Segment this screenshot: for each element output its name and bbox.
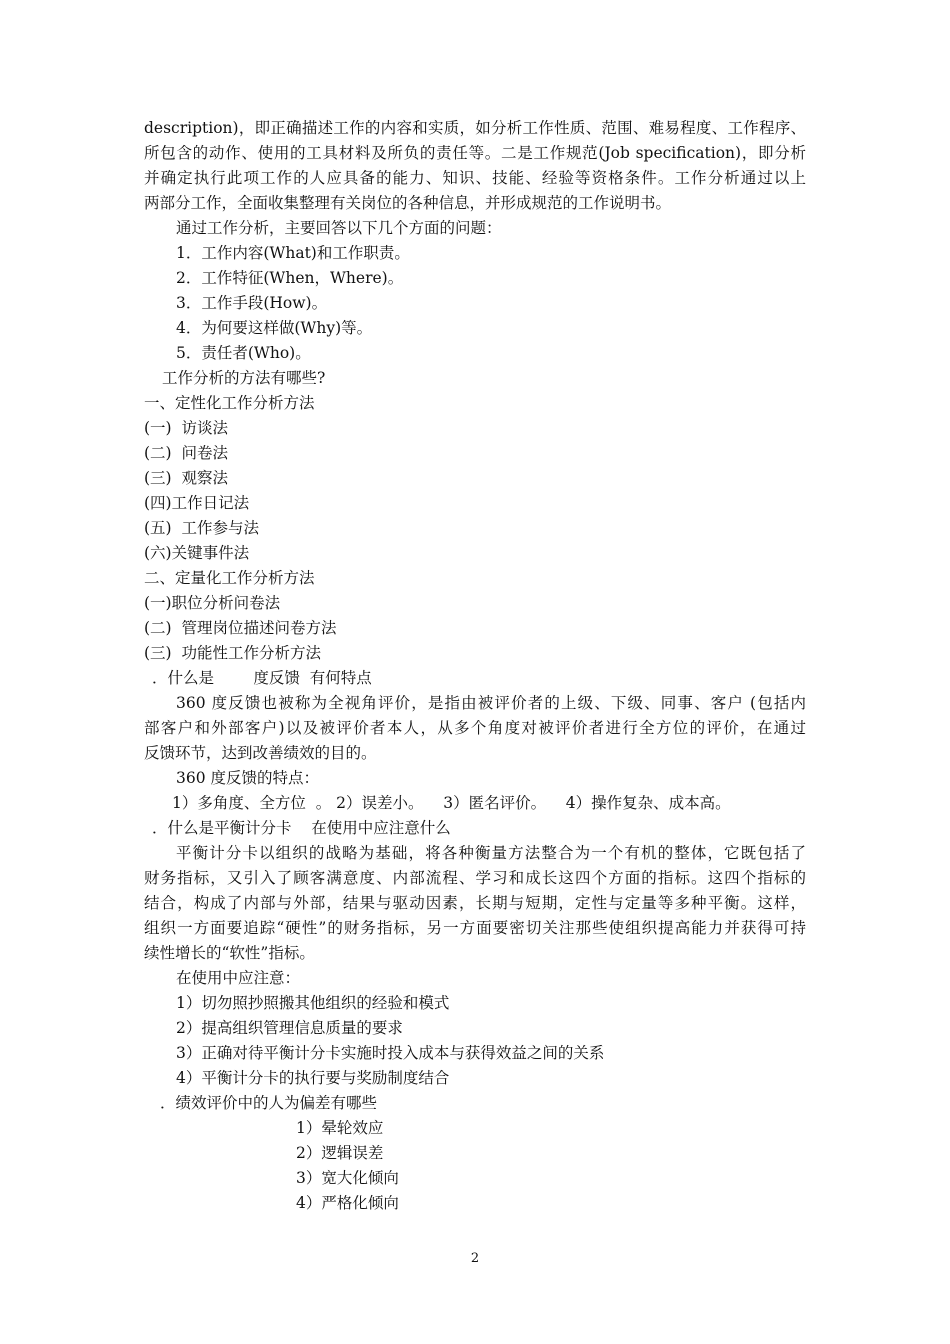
intro-paragraph-line: 所包含的动作、使用的工具材料及所负的责任等。二是工作规范(Job specification)，即分析 — [144, 144, 806, 162]
qualitative-heading: 一、定性化工作分析方法 — [144, 394, 315, 412]
feedback-paragraph-line: 反馈环节，达到改善绩效的目的。 — [144, 744, 377, 762]
question-item: 5．责任者(Who)。 — [176, 344, 311, 362]
question-item: 4．为何要这样做(Why)等。 — [176, 319, 373, 337]
feedback-heading: ．什么是 度反馈 有何特点 — [152, 669, 372, 687]
qualitative-method: (三) 观察法 — [144, 469, 228, 487]
intro-paragraph-line: 两部分工作，全面收集整理有关岗位的各种信息，并形成规范的工作说明书。 — [144, 194, 672, 212]
feedback-features: 1）多角度、全方位 。 2）误差小。 3）匿名评价。 4）操作复杂、成本高。 — [172, 794, 731, 812]
quantitative-heading: 二、定量化工作分析方法 — [144, 569, 315, 587]
quantitative-method: (三) 功能性工作分析方法 — [144, 644, 321, 662]
intro-paragraph-line: 并确定执行此项工作的人应具备的能力、知识、技能、经验等资格条件。工作分析通过以上 — [144, 169, 806, 187]
bsc-paragraph-line: 结合，构成了内部与外部，结果与驱动因素，长期与短期，定性与定量等多种平衡。这样， — [144, 894, 806, 912]
methods-heading: 工作分析的方法有哪些? — [162, 369, 326, 387]
qualitative-method: (二) 问卷法 — [144, 444, 228, 462]
question-item: 2．工作特征(When，Where)。 — [176, 269, 404, 287]
qualitative-method: (六)关键事件法 — [144, 544, 250, 562]
bias-item: 3）宽大化倾向 — [296, 1169, 399, 1187]
bsc-paragraph-line: 组织一方面要追踪“硬性”的财务指标，另一方面要密切关注那些使组织提高能力并获得可持 — [144, 919, 806, 937]
feedback-features-label: 360 度反馈的特点： — [176, 769, 320, 787]
question-item: 1．工作内容(What)和工作职责。 — [176, 244, 410, 262]
feedback-paragraph-line: 360 度反馈也被称为全视角评价，是指由被评价者的上级、下级、同事、客户 (包括内 — [176, 694, 806, 712]
bsc-note: 2）提高组织管理信息质量的要求 — [176, 1019, 403, 1037]
bsc-paragraph-line: 财务指标，又引入了顾客满意度、内部流程、学习和成长这四个方面的指标。这四个指标的 — [144, 869, 806, 887]
page-number: 2 — [470, 1251, 480, 1266]
feedback-paragraph-line: 部客户和外部客户)以及被评价者本人，从多个角度对被评价者进行全方位的评价，在通过 — [144, 719, 806, 737]
intro-paragraph-line: description)，即正确描述工作的内容和实质，如分析工作性质、范围、难易程度、工作程序、 — [144, 119, 806, 137]
bias-item: 1）晕轮效应 — [296, 1119, 384, 1137]
question-item: 3．工作手段(How)。 — [176, 294, 328, 312]
bias-heading: ．绩效评价中的人为偏差有哪些 — [160, 1094, 378, 1112]
bsc-note: 4）平衡计分卡的执行要与奖励制度结合 — [176, 1069, 450, 1087]
questions-intro: 通过工作分析，主要回答以下几个方面的问题： — [176, 219, 502, 237]
bsc-paragraph-line: 平衡计分卡以组织的战略为基础，将各种衡量方法整合为一个有机的整体，它既包括了 — [176, 844, 806, 862]
qualitative-method: (四)工作日记法 — [144, 494, 250, 512]
bsc-note: 1）切勿照抄照搬其他组织的经验和模式 — [176, 994, 450, 1012]
bsc-note: 3）正确对待平衡计分卡实施时投入成本与获得效益之间的关系 — [176, 1044, 605, 1062]
bsc-paragraph-line: 续性增长的“软性”指标。 — [144, 944, 315, 962]
quantitative-method: (一)职位分析问卷法 — [144, 594, 281, 612]
bias-item: 2）逻辑误差 — [296, 1144, 384, 1162]
quantitative-method: (二) 管理岗位描述问卷方法 — [144, 619, 337, 637]
qualitative-method: (五) 工作参与法 — [144, 519, 259, 537]
bsc-notes-label: 在使用中应注意： — [176, 969, 301, 987]
bsc-heading: ．什么是平衡计分卡 在使用中应注意什么 — [152, 819, 451, 837]
bias-item: 4）严格化倾向 — [296, 1194, 399, 1212]
qualitative-method: (一) 访谈法 — [144, 419, 228, 437]
